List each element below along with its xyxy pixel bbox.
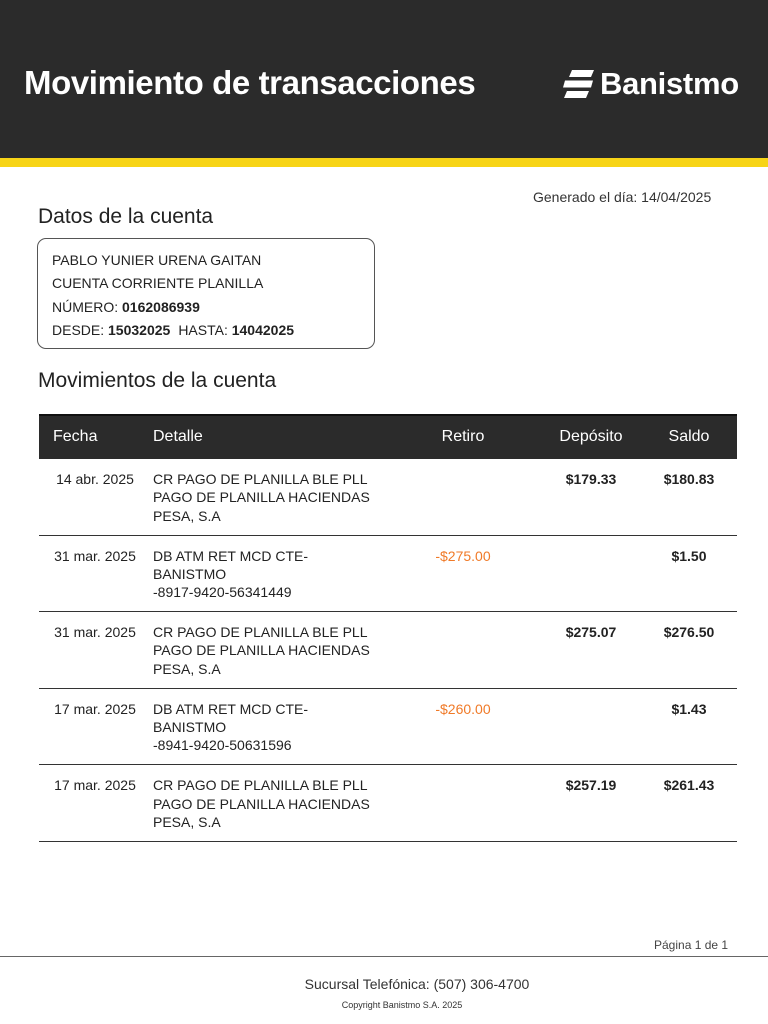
row-deposit: $257.19 (565, 777, 617, 794)
table-row (39, 689, 737, 766)
row-withdrawal: -$260.00 (435, 700, 491, 717)
row-detail (153, 700, 308, 755)
row-date: 17 mar. 2025 (54, 777, 136, 794)
account-number-line (52, 296, 374, 319)
detail-line: CR PAGO DE PLANILLA BLE PLL (153, 624, 368, 641)
header-accent-stripe (0, 158, 768, 167)
logo-text: Banistmo (600, 66, 739, 101)
table-row (39, 765, 737, 842)
detail-line: PESA, S.A (153, 813, 221, 830)
row-detail (153, 470, 370, 525)
row-date: 14 abr. 2025 (56, 471, 134, 487)
row-deposit: $275.07 (565, 624, 617, 641)
detail-line: DB ATM RET MCD CTE- (153, 547, 309, 564)
detail-line: PESA, S.A (153, 507, 221, 524)
footer-divider (0, 956, 768, 957)
column-header-date: Fecha (53, 428, 98, 445)
row-balance: $1.50 (671, 547, 707, 564)
row-date: 31 mar. 2025 (54, 624, 136, 641)
column-header-detail: Detalle (153, 428, 203, 445)
account-number-label: NÚMERO: (52, 298, 119, 315)
column-header-balance: Saldo (668, 428, 710, 445)
row-date: 31 mar. 2025 (54, 547, 136, 564)
row-balance: $1.43 (671, 700, 707, 717)
row-date: 17 mar. 2025 (54, 700, 136, 717)
detail-line: -8941-9420-50631596 (153, 737, 292, 754)
account-type: CUENTA CORRIENTE PLANILLA (52, 275, 264, 292)
detail-line: -8917-9420-56341449 (153, 584, 292, 601)
period-from: 15032025 (108, 321, 171, 338)
detail-line: BANISTMO (153, 565, 227, 582)
row-deposit: $179.33 (565, 471, 617, 487)
account-number: 0162086939 (122, 298, 200, 315)
column-header-withdrawal: Retiro (441, 428, 485, 445)
page-number: Página 1 de 1 (654, 938, 729, 952)
generated-date: Generado el día: 14/04/2025 (533, 189, 712, 205)
table-row (39, 536, 737, 613)
table-row (39, 459, 737, 536)
account-holder: PABLO YUNIER URENA GAITAN (52, 252, 262, 268)
row-withdrawal: -$275.00 (435, 547, 491, 564)
detail-line: PAGO DE PLANILLA HACIENDAS (153, 795, 370, 812)
transactions-table (39, 414, 737, 842)
detail-line: BANISTMO (153, 719, 227, 736)
column-header-deposit: Depósito (559, 428, 623, 445)
period-from-label: DESDE: (52, 321, 105, 338)
row-detail (153, 547, 308, 602)
detail-line: PAGO DE PLANILLA HACIENDAS (153, 642, 370, 659)
row-balance: $180.83 (663, 471, 715, 487)
detail-line: CR PAGO DE PLANILLA BLE PLL (153, 777, 368, 794)
detail-line: CR PAGO DE PLANILLA BLE PLL (153, 471, 368, 487)
row-balance: $261.43 (663, 777, 715, 794)
row-detail (153, 776, 370, 831)
movements-section-title: Movimientos de la cuenta (38, 369, 277, 392)
detail-line: PESA, S.A (153, 660, 221, 677)
footer-copyright: Copyright Banistmo S.A. 2025 (341, 1000, 463, 1010)
period-to: 14042025 (231, 321, 295, 338)
period-to-label: HASTA: (178, 321, 228, 338)
footer-phone: Sucursal Telefónica: (507) 306-4700 (304, 976, 530, 992)
table-row (39, 612, 737, 689)
banistmo-logo (563, 66, 739, 102)
row-balance: $276.50 (663, 624, 715, 641)
account-period-line (52, 319, 374, 342)
table-header (39, 414, 737, 459)
detail-line: DB ATM RET MCD CTE- (153, 700, 309, 717)
page-header (0, 0, 768, 158)
account-details-box (37, 238, 375, 349)
page-title: Movimiento de transacciones (24, 64, 476, 101)
account-section-title: Datos de la cuenta (38, 205, 214, 228)
banistmo-logo-icon (563, 69, 595, 99)
row-detail (153, 623, 370, 678)
detail-line: PAGO DE PLANILLA HACIENDAS (153, 489, 370, 506)
